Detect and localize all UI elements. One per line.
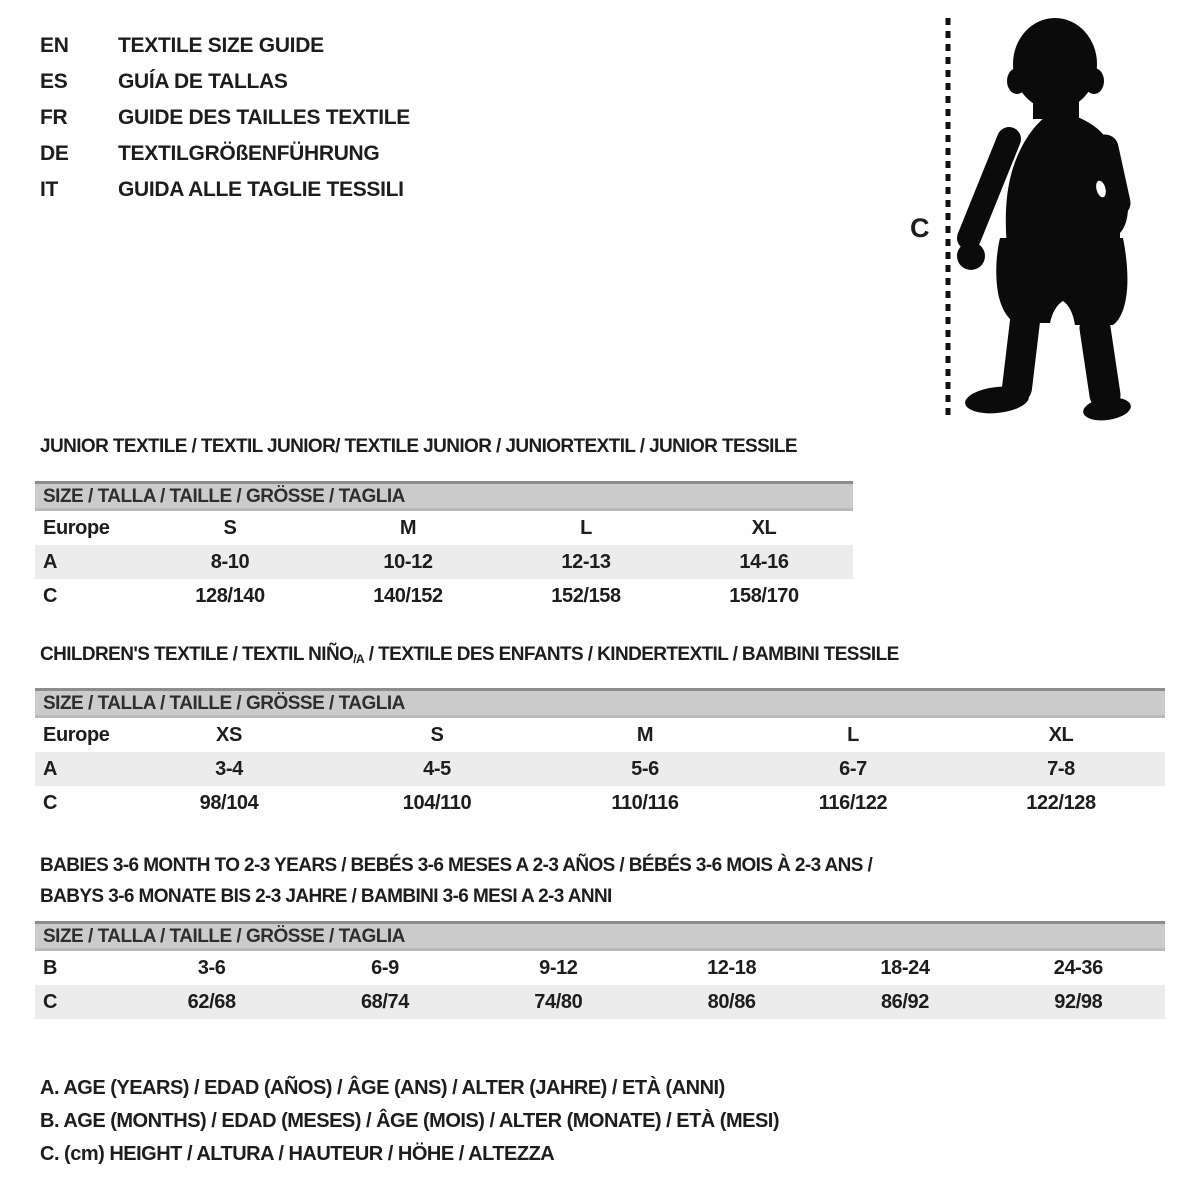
babies-size-table <box>35 921 1165 1019</box>
legend-note-b: B. AGE (MONTHS) / EDAD (MESES) / ÂGE (MOIS) / ALTER (MONATE) / ETÀ (MESI) <box>40 1110 780 1132</box>
row-label: A <box>43 757 58 780</box>
table-row <box>35 511 853 545</box>
language-row <box>40 64 410 100</box>
children-size-table <box>35 688 1165 820</box>
language-label: TEXTILGRÖßENFÜHRUNG <box>118 142 380 165</box>
size-cell: XL <box>751 516 777 539</box>
size-cell: 3-4 <box>215 757 243 780</box>
size-cell: 6-7 <box>839 757 867 780</box>
table-row <box>35 579 853 613</box>
row-label: C <box>43 791 58 814</box>
table-row <box>35 786 1165 820</box>
size-cell: 12-18 <box>707 956 757 979</box>
size-cell: 5-6 <box>631 757 659 780</box>
size-cell: 80/86 <box>707 990 756 1013</box>
row-label: Europe <box>43 723 110 746</box>
size-cell: 122/128 <box>1026 791 1096 814</box>
size-cell: 14-16 <box>739 550 789 573</box>
table-row <box>35 951 1165 985</box>
legend-notes <box>40 1072 779 1171</box>
row-label: C <box>43 584 58 607</box>
table-row <box>35 545 853 579</box>
babies-section-title <box>40 850 872 912</box>
size-cell: 12-13 <box>561 550 611 573</box>
size-cell: M <box>636 723 654 746</box>
row-label: C <box>43 990 58 1013</box>
language-row <box>40 28 410 64</box>
table-row <box>35 718 1165 752</box>
size-cell: L <box>847 723 859 746</box>
size-header-bar: SIZE / TALLA / TAILLE / GRÖSSE / TAGLIA <box>35 921 1165 951</box>
language-list <box>40 28 410 208</box>
size-cell: 74/80 <box>534 990 583 1013</box>
language-code: DE <box>40 142 69 165</box>
children-section-title <box>40 644 899 666</box>
language-label: TEXTILE SIZE GUIDE <box>118 34 324 57</box>
size-cell: 110/116 <box>611 791 679 814</box>
babies-title-line1: BABIES 3-6 MONTH TO 2-3 YEARS / BEBÉS 3-6 MESES A 2-3 AÑOS / BÉBÉS 3-6 MOIS À 2-3 ANS / <box>40 855 873 876</box>
junior-section-title: JUNIOR TEXTILE / TEXTIL JUNIOR/ TEXTILE JUNIOR / JUNIORTEXTIL / JUNIOR TESSILE <box>40 436 797 457</box>
size-cell: XL <box>1048 723 1074 746</box>
language-label: GUIDA ALLE TAGLIE TESSILI <box>118 178 404 201</box>
size-cell: 9-12 <box>539 956 578 979</box>
table-row <box>35 985 1165 1019</box>
language-code: EN <box>40 34 69 57</box>
legend-note-a: A. AGE (YEARS) / EDAD (AÑOS) / ÂGE (ANS) / ALTER (JAHRE) / ETÀ (ANNI) <box>40 1077 725 1099</box>
language-code: ES <box>40 70 68 93</box>
size-cell: 158/170 <box>729 584 799 607</box>
language-row <box>40 100 410 136</box>
size-cell: M <box>399 516 417 539</box>
size-cell: 24-36 <box>1053 956 1103 979</box>
size-cell: 140/152 <box>373 584 443 607</box>
language-code: FR <box>40 106 68 129</box>
children-title-text: CHILDREN'S TEXTILE / TEXTIL NIÑO <box>40 644 354 665</box>
language-code: IT <box>40 178 59 201</box>
size-cell: 98/104 <box>199 791 259 814</box>
height-figure <box>890 13 1155 431</box>
size-cell: 3-6 <box>197 956 226 979</box>
size-cell: 104/110 <box>402 791 472 814</box>
size-cell: 10-12 <box>383 550 433 573</box>
size-cell: 4-5 <box>423 757 451 780</box>
language-label: GUIDE DES TAILLES TEXTILE <box>118 106 410 129</box>
children-title-subscript: /A <box>353 652 365 666</box>
size-cell: 86/92 <box>880 990 929 1013</box>
row-label: Europe <box>43 516 110 539</box>
size-header-bar: SIZE / TALLA / TAILLE / GRÖSSE / TAGLIA <box>35 688 1165 718</box>
size-cell: L <box>580 516 592 539</box>
size-cell: 6-9 <box>371 956 399 979</box>
size-cell: 92/98 <box>1054 990 1103 1013</box>
size-cell: 128/140 <box>195 584 265 607</box>
height-measure-label: C <box>910 213 930 243</box>
size-cell: S <box>223 516 237 539</box>
size-cell: 7-8 <box>1047 757 1075 780</box>
language-label: GUÍA DE TALLAS <box>118 70 288 93</box>
language-row <box>40 136 410 172</box>
junior-size-table <box>35 481 853 613</box>
size-header-bar: SIZE / TALLA / TAILLE / GRÖSSE / TAGLIA <box>35 481 853 511</box>
size-cell: 152/158 <box>551 584 621 607</box>
size-cell: 18-24 <box>880 956 930 979</box>
language-row <box>40 172 410 208</box>
babies-title-line2: BABYS 3-6 MONATE BIS 2-3 JAHRE / BAMBINI 3-6 MESI A 2-3 ANNI <box>40 886 612 907</box>
size-cell: 116/122 <box>818 791 888 814</box>
children-title-text: / TEXTILE DES ENFANTS / KINDERTEXTIL / BAMBINI TESSILE <box>364 644 899 665</box>
table-row <box>35 752 1165 786</box>
size-cell: 62/68 <box>187 990 236 1013</box>
size-cell: 68/74 <box>360 990 410 1013</box>
size-cell: XS <box>216 723 242 746</box>
size-cell: 8-10 <box>210 550 250 573</box>
size-cell: S <box>430 723 444 746</box>
row-label: A <box>43 550 58 573</box>
row-label: B <box>43 956 58 979</box>
toddler-silhouette-icon <box>955 13 1140 425</box>
height-dashed-line-icon <box>945 18 951 420</box>
legend-note-c: C. (cm) HEIGHT / ALTURA / HAUTEUR / HÖHE / ALTEZZA <box>40 1143 555 1165</box>
